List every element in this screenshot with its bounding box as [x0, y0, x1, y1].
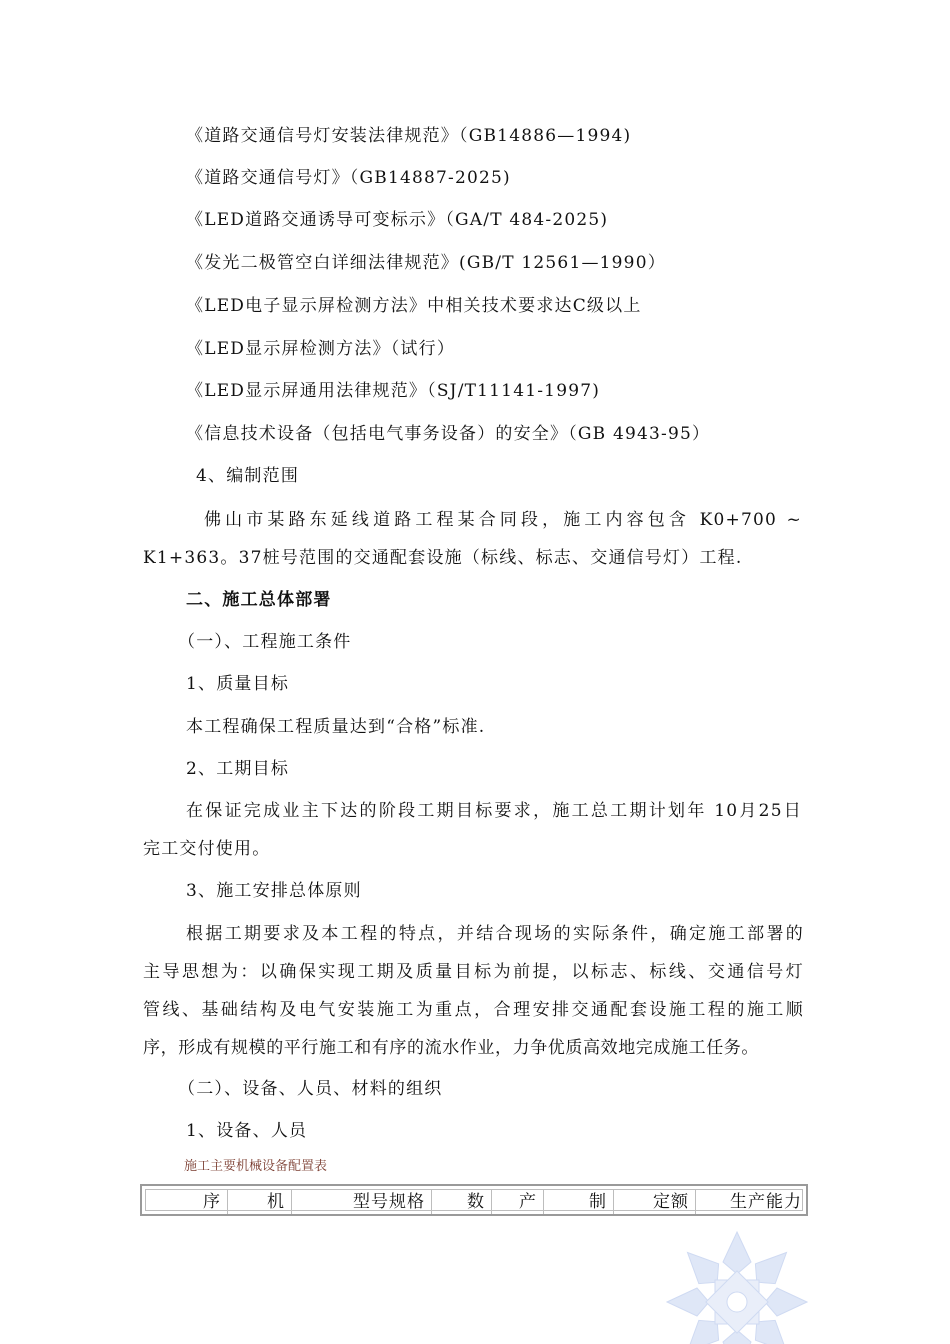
reference-item: 《道路交通信号灯》（GB14887-2025) [186, 168, 511, 188]
principle-text-line: 根据工期要求及本工程的特点，并结合现场的实际条件，确定施工部署的 [186, 924, 804, 944]
table-header-cell: 序 [146, 1190, 228, 1214]
table-header-cell: 数 [432, 1190, 492, 1214]
subsection-heading: （二）、设备、人员、材料的组织 [178, 1079, 443, 1099]
principle-text-line: 主导思想为：以确保实现工期及质量目标为前提，以标志、标线、交通信号灯 [143, 962, 804, 982]
principle-text-line: 管线、基础结构及电气安装施工为重点，合理安排交通配套设施工程的施工顺 [143, 1000, 804, 1020]
table-header-cell: 型号规格 [292, 1190, 432, 1214]
table-caption: 施工主要机械设备配置表 [184, 1159, 328, 1174]
reference-item: 《发光二极管空白详细法律规范》(GB/T 12561—1990） [186, 253, 666, 273]
quality-heading: 1、质量目标 [186, 674, 290, 694]
reference-item: 《LED显示屏通用法律规范》（SJ/T11141-1997) [186, 381, 601, 401]
principle-heading: 3、施工安排总体原则 [186, 881, 362, 901]
principle-text-line: 序，形成有规模的平行施工和有序的流水作业，力争优质高效地完成施工任务。 [143, 1038, 759, 1058]
reference-item: 《信息技术设备（包括电气事务设备）的安全》（GB 4943-95） [186, 424, 711, 444]
reference-item: 《LED电子显示屏检测方法》中相关技术要求达C级以上 [186, 296, 642, 316]
table-header-cell: 生产能力 [730, 1192, 802, 1212]
table-header-row [145, 1189, 803, 1211]
snowflake-watermark-icon [662, 1222, 812, 1344]
table-header-cell: 定额 [614, 1190, 696, 1214]
section-title: 二、施工总体部署 [186, 590, 332, 610]
reference-item: 《LED道路交通诱导可变标示》（GA/T 484-2025) [186, 210, 609, 230]
subsection-heading: （一）、工程施工条件 [178, 632, 352, 652]
table-header-cell: 制 [544, 1190, 614, 1214]
scope-paragraph-line: K1+363。37桩号范围的交通配套设施（标线、标志、交通信号灯）工程. [143, 548, 743, 568]
table-header-cell: 产 [492, 1190, 544, 1214]
scope-paragraph-line: 佛山市某路东延线道路工程某合同段，施工内容包含 K0+700 ~ [204, 510, 802, 530]
equipment-table [140, 1184, 808, 1216]
scope-heading: 4、编制范围 [196, 466, 300, 486]
period-text-line: 完工交付使用。 [143, 839, 271, 859]
quality-text: 本工程确保工程质量达到“合格”标准. [186, 717, 486, 737]
period-text-line: 在保证完成业主下达的阶段工期目标要求，施工总工期计划年 10月25日 [186, 801, 802, 821]
reference-item: 《LED显示屏检测方法》（试行） [186, 339, 456, 359]
period-heading: 2、工期目标 [186, 759, 290, 779]
table-header-cell: 机 [228, 1190, 292, 1214]
reference-item: 《道路交通信号灯安装法律规范》（GB14886—1994) [186, 126, 632, 146]
equipment-heading: 1、设备、人员 [186, 1121, 308, 1141]
